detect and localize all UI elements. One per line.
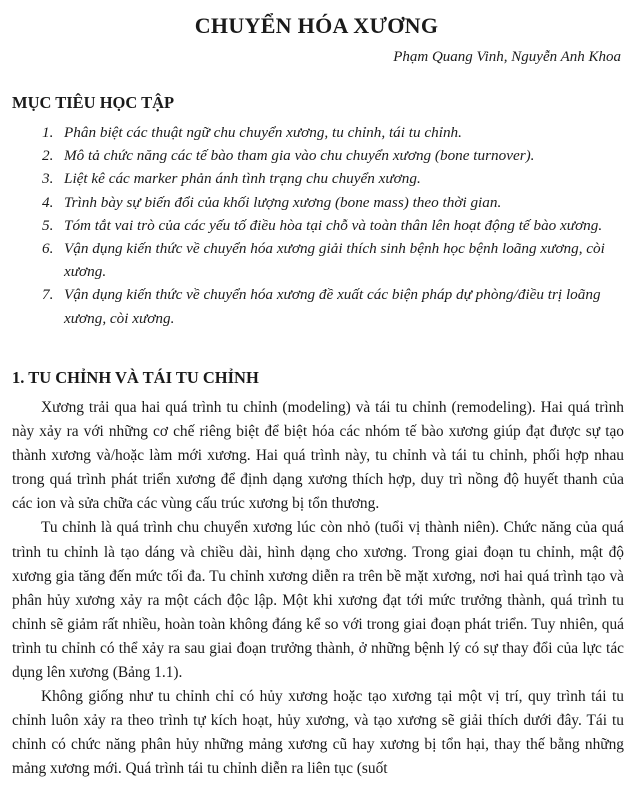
objective-text: Trình bày sự biến đổi của khối lượng xương (bone mass) theo thời gian. — [64, 193, 502, 211]
objective-number: 7. — [42, 286, 54, 304]
objective-item — [42, 144, 612, 167]
objective-text: Liệt kê các marker phản ánh tình trạng chu chuyển xương. — [64, 170, 421, 188]
section-1-body — [12, 396, 624, 782]
document-title: CHUYỂN HÓA XƯƠNG — [194, 13, 439, 38]
objectives-list — [42, 121, 612, 330]
objective-number: 6. — [42, 240, 54, 258]
objective-text: Mô tả chức năng các tế bào tham gia vào chu chuyển xương (bone turnover). — [64, 147, 535, 165]
objective-text: Tóm tắt vai trò của các yếu tố điều hòa tại chỗ và toàn thân lên hoạt động tế bào xương. — [64, 216, 603, 234]
objective-number: 3. — [42, 170, 54, 188]
body-paragraph: Tu chỉnh là quá trình chu chuyển xương lúc còn nhỏ (tuổi vị thành niên). Chức năng của quá trình tu chỉnh là tạo dáng và chiều dài, hình dạng cho xương. Trong giai đoạn tu chỉnh, mật độ xương gia tăng đến mức tối đa. Tu chỉnh xương diễn ra trên bề mặt xương, nơi hai quá trình tạo và phân hủy xương xảy ra một cách độc lập. Một khi xương đạt tới mức trưởng thành, quá trình tu chỉnh sẽ giảm rất nhiều, hoàn toàn không đáng kể so với trong giai đoạn phát triển. Tuy nhiên, quá trình tu chỉnh có thể xảy ra sau giai đoạn trưởng thành, ở những bệnh lý có sự thay đổi của lực tác dụng lên xương (Bảng 1.1). — [12, 519, 624, 682]
body-paragraph: Không giống như tu chỉnh chỉ có hủy xương hoặc tạo xương tại một vị trí, quy trình tái tu chỉnh luôn xảy ra theo trình tự kích hoạt, hủy xương, và tạo xương sẽ giải thích dưới đây. Tái tu chỉnh có chức năng phân hủy những mảng xương cũ hay xương bị tổn hại, thay thế bằng những mảng xương mới. Quá trình tái tu chỉnh diễn ra liên tục (suốt — [12, 688, 624, 778]
objective-item — [42, 237, 612, 283]
objective-item — [42, 191, 612, 214]
objective-number: 4. — [42, 193, 54, 211]
body-paragraph: Xương trải qua hai quá trình tu chỉnh (modeling) và tái tu chỉnh (remodeling). Hai quá trình này xảy ra với những cơ chế riêng biệt để biệt hóa các nhóm tế bào xương giúp đạt được sự tạo thành xương và/hoặc làm mới xương. Hai quá trình này, tu chỉnh và tái tu chỉnh, phối hợp nhau trong quá trình phát triển xương để định dạng xương thích hợp, duy trì nồng độ huyết thanh của các ion và sửa chữa các vùng cấu trúc xương bị tổn thương. — [12, 399, 624, 513]
objective-text: Vận dụng kiến thức về chuyển hóa xương đề xuất các biện pháp dự phòng/điều trị loãng xương, còi xương. — [64, 286, 601, 327]
objective-item — [42, 214, 612, 237]
objective-number: 1. — [42, 124, 54, 141]
objective-item — [42, 283, 612, 329]
objective-text: Vận dụng kiến thức về chuyển hóa xương giải thích sinh bệnh học bệnh loãng xương, còi xương. — [64, 240, 605, 281]
section-1-heading: 1. TU CHỈNH VÀ TÁI TU CHỈNH — [12, 368, 259, 387]
objectives-heading: MỤC TIÊU HỌC TẬP — [12, 93, 175, 112]
objective-number: 2. — [42, 147, 54, 165]
objective-text: Phân biệt các thuật ngữ chu chuyển xương, tu chỉnh, tái tu chỉnh. — [64, 124, 462, 141]
objective-item — [42, 167, 612, 190]
document-authors: Phạm Quang Vinh, Nguyễn Anh Khoa — [393, 49, 621, 65]
objective-item — [42, 121, 612, 144]
objective-number: 5. — [42, 216, 54, 234]
